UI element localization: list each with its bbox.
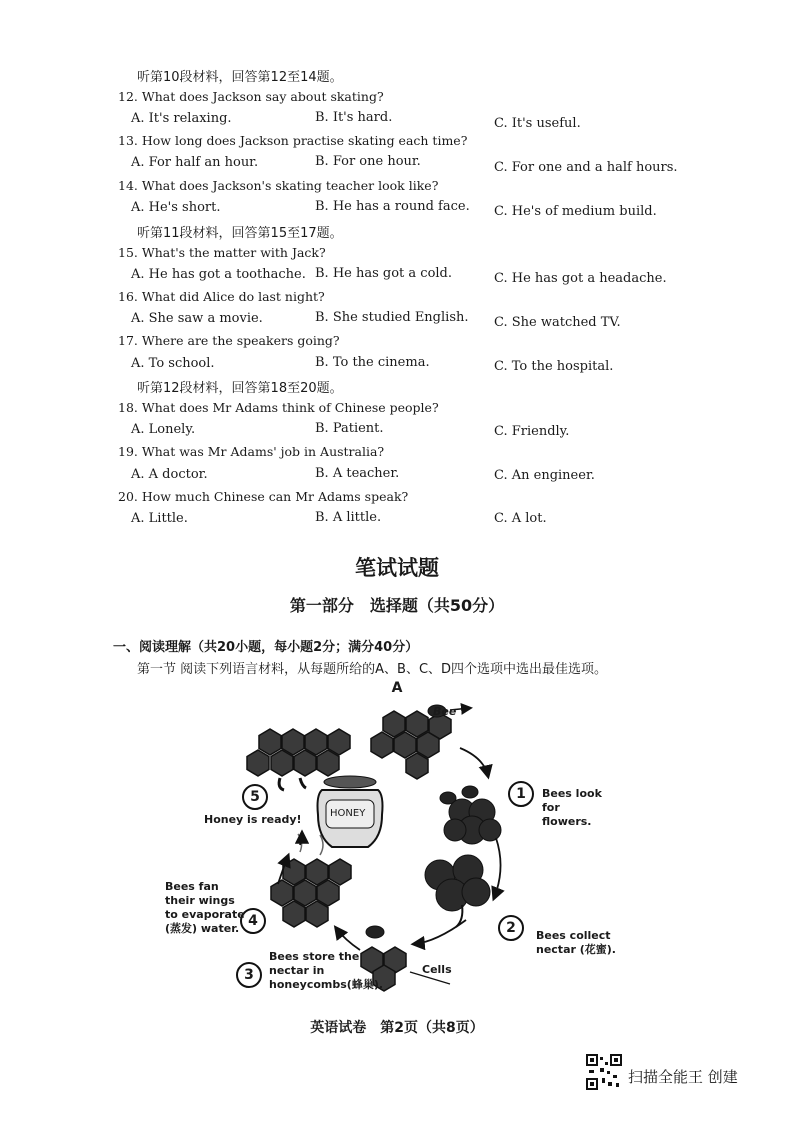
step-line: honeycombs(蜂巢). (269, 978, 384, 991)
question-14: 14. What does Jackson's skating teacher look like? (118, 178, 439, 193)
option-b: B. He has a round face. (315, 199, 470, 214)
option-a: A. Little. (131, 511, 188, 526)
option-c: C. For one and a half hours. (494, 160, 678, 175)
step-line: Bees look (542, 787, 602, 800)
step-1-label (542, 787, 602, 829)
step-line: Bees fan (165, 880, 219, 893)
scanner-watermark: 扫描全能王 创建 (628, 1068, 738, 1086)
question-18: 18. What does Mr Adams think of Chinese people? (118, 400, 439, 415)
step-number: 4 (240, 908, 266, 934)
option-c: C. A lot. (494, 511, 547, 526)
option-a: A. To school. (131, 356, 215, 371)
step-line: for (542, 801, 560, 814)
step-number: 3 (236, 962, 262, 988)
question-19: 19. What was Mr Adams' job in Australia? (118, 444, 385, 459)
step-3-label (269, 950, 383, 992)
question-17: 17. Where are the speakers going? (118, 333, 340, 348)
option-a: A. She saw a movie. (131, 311, 263, 326)
step-4-label (165, 880, 245, 936)
option-c: C. It's useful. (494, 116, 581, 131)
page-footer: 英语试卷 第2页（共8页） (310, 1020, 484, 1036)
step-number: 5 (242, 784, 268, 810)
option-b: B. A teacher. (315, 466, 400, 481)
honeycomb-top-left (247, 729, 350, 776)
honey-jar-label: HONEY (330, 808, 366, 819)
cells-label: Cells (422, 963, 452, 976)
option-c: C. He's of medium build. (494, 204, 657, 219)
section-instruction: 听第10段材料，回答第12至14题。 (137, 70, 343, 85)
option-c: C. Friendly. (494, 424, 570, 439)
option-b: B. He has got a cold. (315, 266, 453, 281)
step-line: nectar (花蜜). (536, 943, 616, 956)
step-line: flowers. (542, 815, 592, 828)
qr-code-icon (586, 1054, 622, 1090)
option-b: B. To the cinema. (315, 355, 430, 370)
option-a: A. A doctor. (131, 467, 208, 482)
part-title: 第一部分 选择题（共50分） (289, 596, 505, 615)
step-line: to evaporate (165, 908, 245, 921)
step-number: 1 (508, 781, 534, 807)
section-instruction: 听第12段材料，回答第18至20题。 (137, 381, 343, 396)
step-line: nectar in (269, 964, 325, 977)
section-instruction: 第一节 阅读下列语言材料，从每题所给的A、B、C、D四个选项中选出最佳选项。 (137, 662, 608, 677)
step-line: their wings (165, 894, 235, 907)
option-a: A. He has got a toothache. (131, 267, 306, 282)
step-line: Bees store the (269, 950, 360, 963)
option-a: A. For half an hour. (131, 155, 259, 170)
option-a: A. He's short. (131, 200, 221, 215)
question-20: 20. How much Chinese can Mr Adams speak? (118, 489, 409, 504)
step-2-label (536, 929, 616, 957)
step-line: (蒸发) water. (165, 922, 240, 935)
option-b: B. Patient. (315, 421, 384, 436)
option-c: C. To the hospital. (494, 359, 614, 374)
question-13: 13. How long does Jackson practise skating each time? (118, 133, 468, 148)
option-c: C. She watched TV. (494, 315, 621, 330)
section-heading: 一、阅读理解（共20小题，每小题2分；满分40分） (113, 640, 419, 655)
section-instruction: 听第11段材料，回答第15至17题。 (137, 226, 343, 241)
option-b: B. For one hour. (315, 154, 421, 169)
option-c: C. An engineer. (494, 468, 595, 483)
passage-letter: A (391, 680, 403, 696)
question-15: 15. What's the matter with Jack? (118, 245, 326, 260)
option-a: A. It's relaxing. (131, 111, 232, 126)
step-line: Bees collect (536, 929, 611, 942)
honeycomb-top (371, 711, 451, 779)
bee-label: Bee (433, 705, 457, 718)
question-16: 16. What did Alice do last night? (118, 289, 325, 304)
option-a: A. Lonely. (131, 422, 196, 437)
option-b: B. A little. (315, 510, 382, 525)
option-b: B. It's hard. (315, 110, 393, 125)
step-number: 2 (498, 915, 524, 941)
option-b: B. She studied English. (315, 310, 469, 325)
step-5-label: Honey is ready! (204, 813, 302, 826)
written-title: 笔试试题 (355, 556, 439, 580)
question-12: 12. What does Jackson say about skating? (118, 89, 384, 104)
option-c: C. He has got a headache. (494, 271, 667, 286)
